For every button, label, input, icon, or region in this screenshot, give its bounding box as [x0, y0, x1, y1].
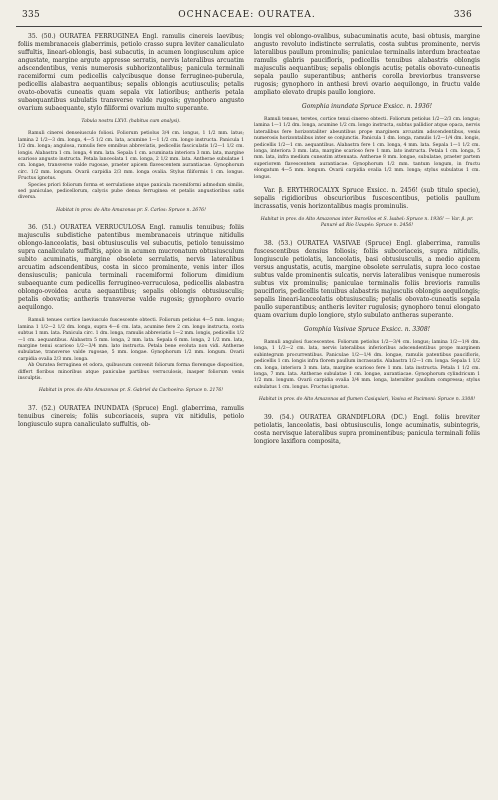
species-37-description: Ramuli tenues, teretes, cortice tenui cinereo obtecti. Foliorum petiolus 1/2—2/3 cm. longus; lamina 1—1 1/2 dm. longa, acumine 1/2 cm. longo instructa, subtus pallidior atque opaca, nervis lateralibus fere horizontaliter abeuntibus prope marginem arcuatim adscendentibus, venis numerosis horizontalibus inter se conjunctis. Panicula 1 dm. longa, ramulis 1/2—1/4 dm. longis, pedicellis 1/2—1 cm. aequantibus. Alabastra fere 1 cm. longa, 4 mm. lata. Sepala 1—1 1/2 cm. longa, interiora 3 mm. lata, margine scarioso fere 1 mm. lato instructa. Petala 1 cm. longa, 5 mm. lata, infra medium cuneatim attenuata. Antherae 8 mm. longae, subulatae, praeter partem superiorem flavescentem aurantiacae. Gynophorum 1/2 mm. tantum longum, in fructu elongatum 4—5 mm. longum. Ovarii carpidia ovalia 1/2 mm. longa; stylus subulatus 1 cm. longus.: [254, 117, 480, 180]
columns: [12, 33, 486, 446]
species-35-diagnosis: 35. (50.) OURATEA FERRUGINEA Engl. ramulis cinereis laevibus; foliis membranaceis glaberrimis, petiolo crasso supra leviter canaliculato suffultis, lineari-oblongis, basi subacutis, in acumen longiusculum apice angustate, margine argute appresse serratis, nervis lateralibus arcuatim adscendentibus, venis numerosis subhorizontalibus; panicula terminali racemiformi cum pedicellis calycibusque donse ferrugineo-puberula, pedicellis alabastra aequantibus; sepalis oblongis acutiusculis; petalis ovato-obovatis cuneatis quam sepala vix latioribus; antheris petala subaequantibus subulatis transverse valde rugosis; gynophoro angusto ovarium subaequante, stylo filiformi ovarium multo superante.: [18, 33, 244, 112]
species-38-habitat: Habitat in prov. do Alto Amazonas ad flumen Casiquiari, Vasiva et Pacimoni: Spruce n. 3308!: [258, 397, 476, 403]
species-36-diagnosis: 36. (51.) OURATEA VERRUCULOSA Engl. ramulis tenuibus; foliis majusculis subdistiche patentibus membranaceis utrinque nitidulis oblongo-lanceolatis, basi obtusiusculis vel subacutis, petiolo tenuissimo supra canaliculato suffultis, apice in acumen mucronatum obtusiusculum subito acuminatis, margine obsolete serrulatis, nervis lateralibus arcuatim adscendentibus, costa in sicco prominente, venis inter illos densiusculis; panicula terminali racemiformi foliorum dimidium subaequante cum pedicellis ferrugineo-verruculosa, pedicellis alabastra oblongo-ovoidea acuta aequantibus; sepalis oblongis obtusiusculis; petalis obovatis; antheris transverse valde rugosis; gynophoro ovario aequilongo.: [18, 224, 244, 312]
right-column: [254, 33, 480, 446]
page-number-left: 335: [22, 10, 41, 20]
species-37-diagnosis-start: 37. (52.) OURATEA INUNDATA (Spruce) Engl. glaberrima, ramulis tenuibus cinereis; foliis subcoriaceis, supra vix nitidulis, petiolo longiusculo supra canaliculato suffultis, ob-: [18, 404, 244, 428]
page-number-right: 336: [453, 10, 472, 20]
species-35-plate: Tabula nostra LXVI. (habitus cum analysi).: [81, 119, 181, 124]
species-37-synonym: Gomphia inundata Spruce Exsicc. n. 1936!: [301, 103, 433, 110]
species-38-diagnosis: 38. (53.) OURATEA VASIVAE (Spruce) Engl. glaberrima, ramulis fuscescentibus densius foliosis; foliis subcoriaceis, supra nitidulis, longiuscule petiolatis, lanceolatis, basi obtusiusculis, a medio apicem versus angustatis, acutis, margine obsolete serrulatis, supra loco costae subtus valde prominentis sulcatis, nervis lateralibus venisque numerosis subtus vix prominulis; paniculae terminalis foliis brevioris ramulis paucifloris, pedicellis tenuibus alabastris majusculis oblongis aequilongis; sepalis lineari-lanceolatis obtusiusculis; petalis obovato-cuneatis sepala paullo superantibus; antheris leviter rugulosis; gynophoro tenui elongato quam ovarium duplo longiore, stylo subulato antheras superante.: [254, 239, 480, 319]
header-rule: [16, 26, 482, 27]
left-column: [18, 33, 244, 446]
species-38-synonym: Gomphia Vasivae Spruce Exsicc. n. 3308!: [303, 325, 431, 333]
species-37-habitat: Habitat in prov. do Alto Amazonas inter Barcellos et S. Isabel: Spruce n. 1936! — Var. β. pr. Panuré ad Rio Uaupés: Spruce n. 2456!: [260, 217, 474, 229]
species-35-habitat: Habitat in prov. do Alto Amazonas pr. S. Carlos: Spruce n. 2676!: [56, 207, 206, 213]
species-39-diagnosis-start: 39. (54.) OURATEA GRANDIFLORA (DC.) Engl. foliis breviter petiolatis, lanceolatis, basi obtusiusculis, longe acuminatis, subintegris, costa nervisque lateralibus supra prominentibus; panicula terminali foliis longiore laxiflora composita,: [254, 413, 480, 445]
species-35-description: Ramuli cinerei denseiusculo foliosi. Foliorum petiolus 3/4 cm. longus, 1 1/2 mm. latus; lamina 2 1/2—3 dm. longa, 4—5 1/2 cm. lata, acumine 1—1 1/2 cm. longo instructa. Panicula 1 1/2 dm. longa; angulosa, ramulis fere omnibus abbreviatis, pedicellis fasciculatis 1/2—1 1/2 cm. longis. Alabastra 1 cm. longa, 4 mm. lata. Sepala 1 cm. acuminata interiora 3 mm. lata, margine scarioso angusto instructa. Petala lanceolata 1 cm. longa, 2 1/2 mm. lata. Antherae subulatae 1 cm. longae, transverse valde rugosae, praeter apicem flavescentem aurantiacae. Gynophorum circ. 1/2 mm. longum. Ovarii carpidia 2/3 mm. longa ovalia. Stylus filiformis 1 cm. longus. Fructus ignotus.: [18, 131, 244, 182]
species-36-note: Ab Ouratea ferruginea et odora, quibuscum convenit foliorum forma floremque disposition, differt floribus minoribus atque paniculae partibus verruculosis, inasper foliorum venis insculptis.: [18, 363, 244, 381]
running-head: [12, 10, 486, 26]
species-36-habitat: Habitat in prov. do Alto Amazonas pr. S. Gabriel da Cachoeira: Spruce n. 2176!: [38, 388, 224, 394]
species-38-description: Ramuli angulosi fuscescentes. Foliorum petiolus 1/2—3/4 cm. longus; lamina 1/2—1/4 dm. longa, 1 1/2—2 cm. lata, nervis lateralibus inferioribus adscendentibus prope marginem subintegrum procurrentibus. Paniculae 1/2—1/4 dm. longae, ramulis patentibus pauciflorís, pedicellis 1 cm. longis infra florem paullum incrassatis. Alabastra 1/2—1 cm. longa. Sepala 1 1/2 cm. longa, interiora 3 mm. lata, margine scarioso fere 1 mm. lata instructa. Petala 1 1/2 cm. longa, 7 mm. lata. Antherae subulatae 1 cm. longae, aurantiacae. Gynophorum cylindricum 1 1/2 mm. longum. Ovarii carpidia ovalia 3/4 mm. longa, lateraliter paullum compressa; stylus subulatus 1 cm. longus. Fructus ignotus.: [254, 339, 480, 390]
species-35-note: Species priori foliorum forma et serrulatione atque panicula racemiformi admodum similis, sed paniculae, pedicellorum, calycis pube densa ferruginea et petalis angustioribus satis diversa.: [18, 182, 244, 201]
species-36-description: Ramuli tenues cortice laeviusculo fuscescente obtecti. Foliorum petiolus 4—5 mm. longus; lamina 1 1/2—2 1/2 dm. longa, supra 4—6 cm. lata, acumine fere 2 cm. longo instructa, costa subtus 1 mm. lata. Panicula circ. 1 dm. longa, ramulis abbreviatis 1—2 mm. longis, pedicellis 1/2—1 cm. aequantibus. Alabastra 5 mm. longa, 2 mm. lata. Sepala 6 mm. longa, 2 1/2 mm. lata, margine tenui scarioso 1/2—3/4 mm. lato instructa. Petala bene evoluta non vidi. Antherae subulatae, transverse valde rugosae, 5 mm. longae. Gynophorum 1/2 mm. longum. Ovarii carpidia ovalia 2/3 mm. longa.: [18, 318, 244, 362]
species-37-diagnosis-cont: longis vel oblongo-ovalibus, subacuminatis acute, basi obtusis, margine angusto revoluto indistincte serrulatis, costa subtus prominente, nervis lateralibus paullum prominulis; paniculae terminalis interdum bracteatae ramulis glabris pauciflorís, pedicellis tenuibus alabastris oblongis majusculis aequantibus; sepalis oblongis acutis; petalis obovato-cuneatis sepala paullo superantibus; antheris corolla breviorbus transverse rugosis; gynophoro in anthesi brevi ovario aequilongo, in fructu valde ampliato elevato drupis paullo longiore.: [254, 33, 480, 96]
running-title: OCHNACEAE: OURATEA.: [178, 10, 316, 20]
species-37-variety-b: Var. β. ERYTHROCALYX Spruce Exsicc. n. 2456! (sub titulo specie), sepalis rigidioribus obscurioribus fuscescentibus, petiolis paullum incrassatis, venis horizontalibus magis prominulis.: [254, 187, 480, 211]
